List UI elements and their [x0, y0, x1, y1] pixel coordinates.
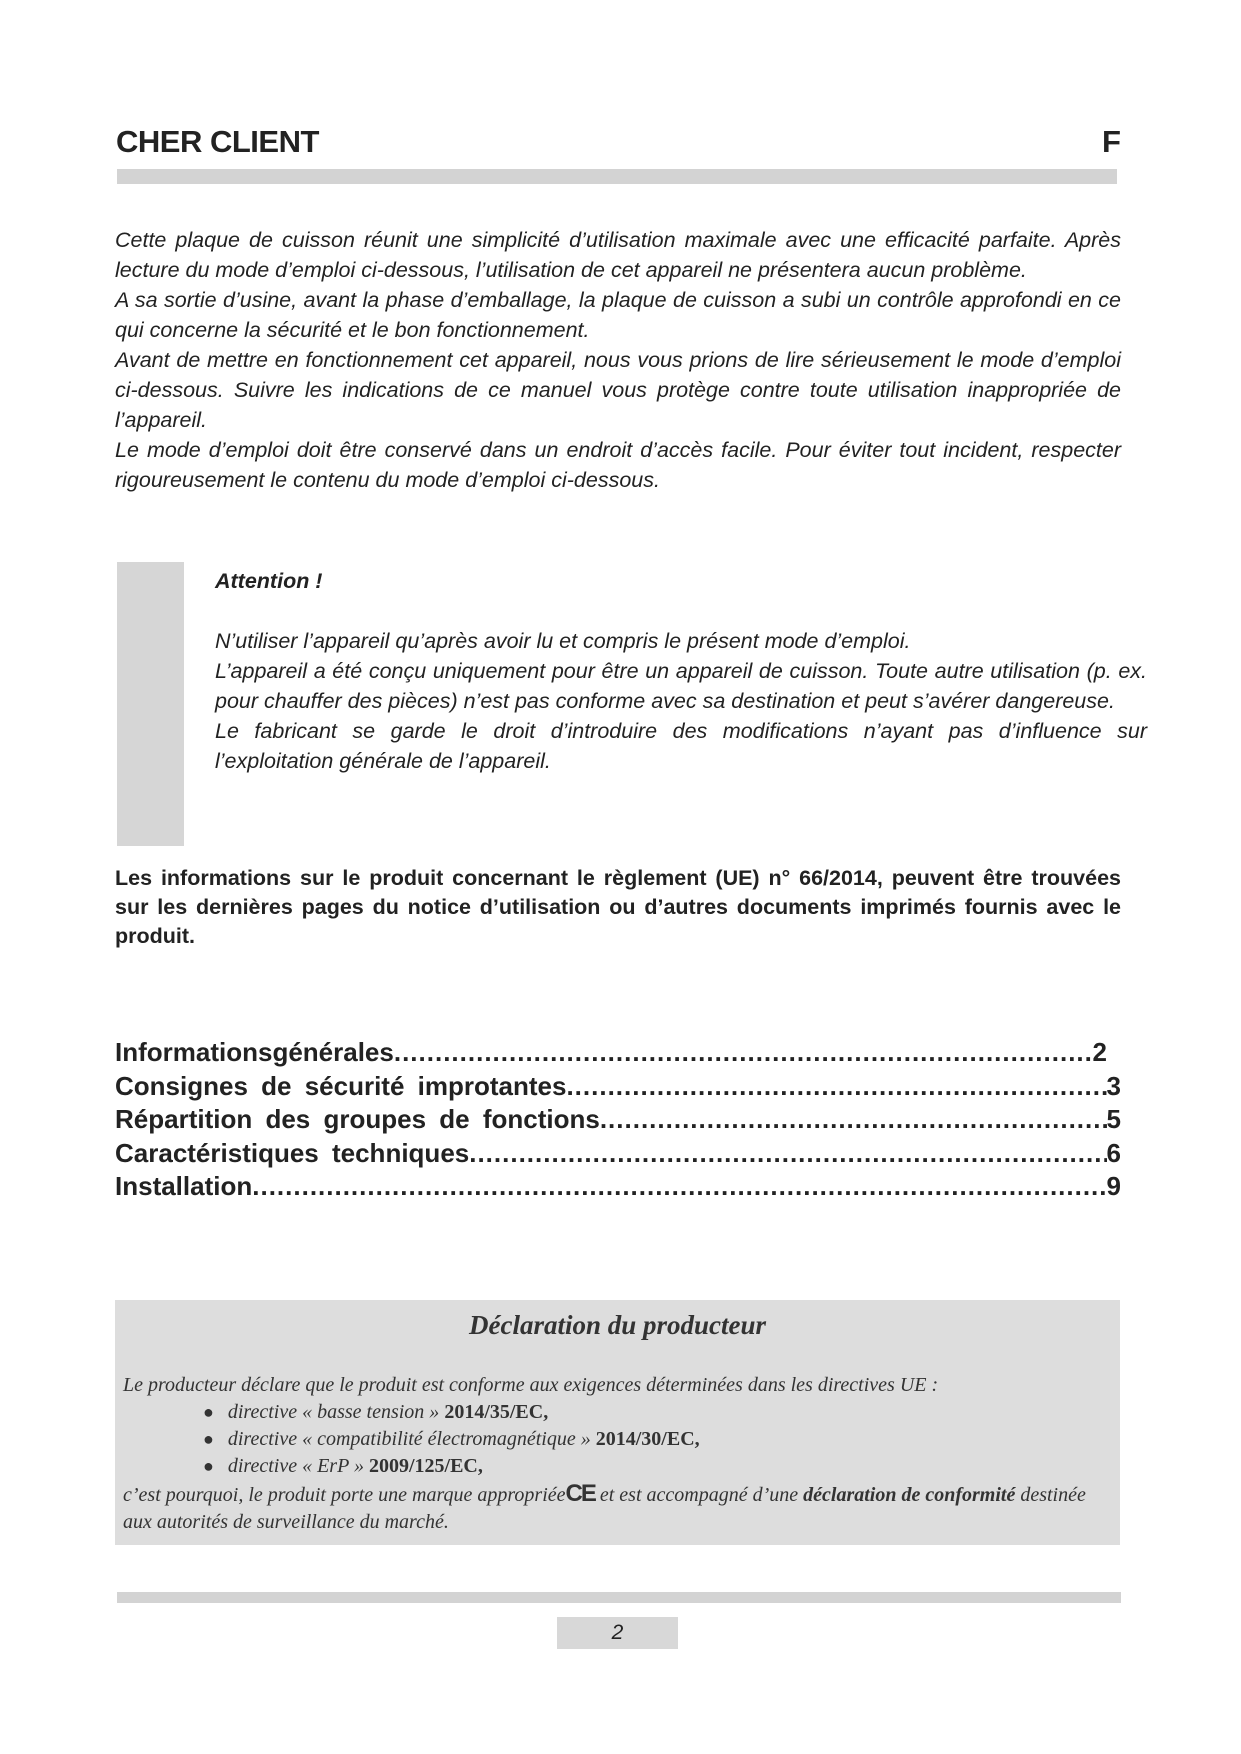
- outro-text: c’est pourquoi, le produit porte une marque appropriée: [123, 1484, 566, 1506]
- toc-page: 3: [1106, 1070, 1121, 1101]
- attention-sidebar: [117, 562, 184, 846]
- declaration-intro: Le producteur déclare que le produit est conforme aux exigences déterminées dans les directives UE :: [123, 1374, 939, 1396]
- directive-code: 2014/35/EC,: [444, 1401, 549, 1423]
- directive-code: 2009/125/EC,: [368, 1455, 483, 1477]
- directive-list: [123, 1399, 1113, 1480]
- toc-leader: [469, 1137, 1106, 1171]
- ce-mark-icon: CE: [565, 1480, 595, 1507]
- footer-divider: [117, 1592, 1121, 1603]
- attention-heading: Attention !: [215, 569, 323, 593]
- directive-text: directive « ErP »: [227, 1455, 369, 1477]
- directive-item: [203, 1426, 1113, 1453]
- toc-label: Installation: [115, 1171, 253, 1201]
- intro-text: [115, 225, 1121, 495]
- intro-paragraph: Avant de mettre en fonctionnement cet appareil, nous vous prions de lire sérieusement le mode d’emploi ci-dessous. Suivre les indications de ce manuel vous protège contre toute utilisation inappropriée de l’appareil.: [115, 348, 1121, 432]
- directive-item: [203, 1453, 1113, 1480]
- page-title: CHER CLIENT: [116, 124, 319, 159]
- producer-declaration-box: [115, 1300, 1120, 1545]
- toc-label: Caractéristiques techniques: [115, 1137, 470, 1168]
- declaration-body: [123, 1372, 1113, 1536]
- directive-text: directive « basse tension »: [227, 1401, 445, 1423]
- toc-label: Informationsgénérales: [115, 1037, 394, 1067]
- toc-page: 6: [1106, 1137, 1121, 1168]
- declaration-outro: [123, 1480, 1113, 1536]
- product-info-notice: Les informations sur le produit concernant le règlement (UE) n° 66/2014, peuvent être trouvées sur les dernières pages du notice d’utilisation ou d’autres documents imprimés fournis avec le produit.: [115, 866, 1121, 948]
- toc-entry[interactable]: [115, 1036, 1121, 1070]
- header-divider: [117, 169, 1117, 184]
- intro-paragraph: Le mode d’emploi doit être conservé dans un endroit d’accès facile. Pour éviter tout incident, respecter rigoureusement le contenu du mode d’emploi ci-dessous.: [115, 438, 1121, 492]
- attention-block: [215, 566, 1147, 776]
- table-of-contents: [115, 1036, 1121, 1204]
- toc-entry[interactable]: [115, 1070, 1121, 1104]
- toc-entry[interactable]: [115, 1103, 1121, 1137]
- intro-paragraph: A sa sortie d’usine, avant la phase d’emballage, la plaque de cuisson a subi un contrôle approfondi en ce qui concerne la sécurité et le bon fonctionnement.: [115, 288, 1121, 342]
- toc-label: Répartition des groupes de fonctions: [115, 1104, 600, 1134]
- toc-entry[interactable]: [115, 1137, 1121, 1171]
- attention-line: N’utiliser l’appareil qu’après avoir lu et compris le présent mode d’emploi.: [215, 629, 911, 653]
- toc-leader: [600, 1103, 1107, 1137]
- directive-code: 2014/30/EC,: [595, 1428, 700, 1450]
- toc-leader: [252, 1170, 1106, 1204]
- directive-item: [203, 1399, 1113, 1426]
- toc-leader: [394, 1036, 1093, 1070]
- toc-page: 9: [1106, 1171, 1121, 1201]
- attention-line: L’appareil a été conçu uniquement pour être un appareil de cuisson. Toute autre utilisation (p. ex. pour chauffer des pièces) n’est pas conforme avec sa destination et peut s’avérer dangereuse.: [215, 659, 1147, 713]
- attention-line: Le fabricant se garde le droit d’introduire des modifications n’ayant pas d’influence sur l’exploitation générale de l’appareil.: [215, 719, 1147, 773]
- declaration-title: Déclaration du producteur: [468, 1310, 767, 1340]
- toc-label: Consignes de sécurité improtantes: [115, 1070, 567, 1101]
- intro-paragraph: Cette plaque de cuisson réunit une simplicité d’utilisation maximale avec une efficacité parfaite. Après lecture du mode d’emploi ci-dessous, l’utilisation de cet appareil ne présentera aucun problème.: [115, 228, 1121, 282]
- page-number: 2: [557, 1617, 678, 1649]
- toc-leader: [566, 1070, 1106, 1104]
- toc-page: 5: [1106, 1104, 1121, 1134]
- directive-text: directive « compatibilité électromagnétique »: [227, 1428, 596, 1450]
- toc-entry[interactable]: [115, 1170, 1121, 1204]
- language-code: F: [1102, 124, 1121, 159]
- outro-text: destinée aux autorités de surveillance du marché.: [123, 1484, 1086, 1533]
- outro-text: et est accompagné d’une: [594, 1484, 804, 1506]
- toc-page: 2: [1092, 1037, 1107, 1067]
- outro-bold: déclaration de conformité: [803, 1484, 1016, 1506]
